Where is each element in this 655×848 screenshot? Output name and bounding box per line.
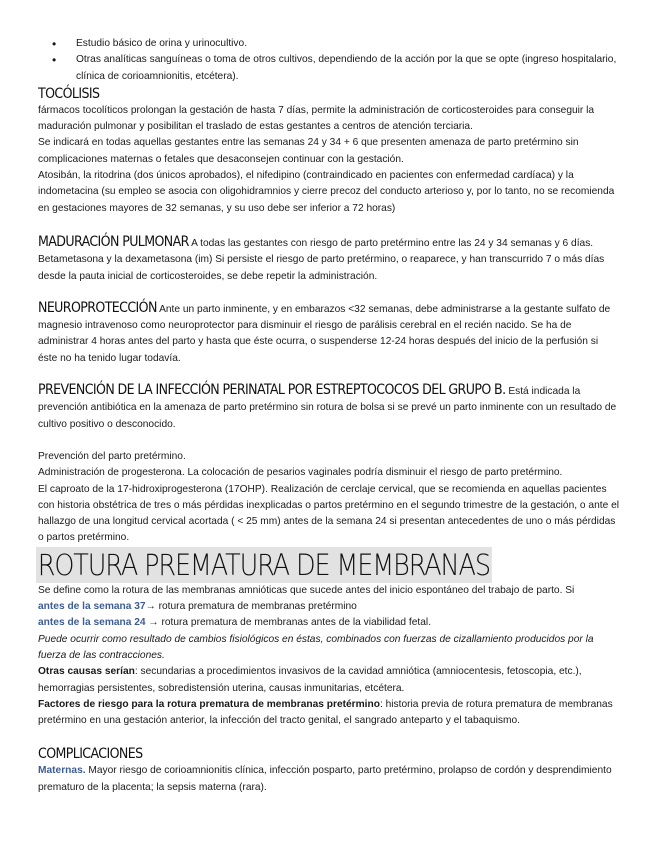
prevencion-parto-p2: El caproato de la 17-hidroxiprogesterona (17OHP). Realización de cerclaje cervical, que se recomienda en aquellas pacientes con historia obstétrica de tres o más pérdidas inexplicadas o partos pretérmino en el segundo trimestre de la gestación, o ante el hallazgo de una longitud cervical acortada ( < 25 mm) antes de la semana 24 si presentan antecedentes de uno o más pérdidas o partos pretérmino. [38, 483, 620, 544]
prevencion-parto-title: Prevención del parto pretérmino. [38, 450, 186, 462]
complicaciones-maternas: Maternas. Mayor riesgo de corioamnionitis clínica, infección posparto, parto pretérmino, prolapso de cordón y desprendimiento prematuro de la placenta; la sepsis materna (rara). [38, 765, 612, 793]
list-item: • Otras analíticas sanguíneas o toma de otros cultivos, dependiendo de la acción por la que se opte (ingreso hospitalario, clínica de corioamnionitis, etcétera). [52, 53, 617, 82]
maduracion-text: A todas las gestantes con riesgo de parto pretérmino entre las 24 y 34 semanas y 6 días. Betametasona y la dexametasona (im) Si persiste el riesgo de parto pretérmino, o reaparece, y han transcurrido 7 o más días desde la pauta inicial de corticosteroides, se debe repetir la administración. [38, 237, 605, 282]
heading-rotura: ROTURA PREMATURA DE MEMBRANAS [37, 547, 490, 582]
list-item: • Estudio básico de orina y urinocultivo. [52, 37, 248, 51]
arrow-right-icon: → [145, 617, 162, 629]
otras-label: Otras causas serían [38, 666, 135, 678]
rotura-factores: Factores de riesgo para la rotura prematura de membranas pretérmino: historia previa de rotura prematura de membranas pretérmino en una gestación anterior, la infección del tracto genital, el sangrado anteparto y el tabaquismo. [38, 698, 613, 727]
link-semana-37[interactable]: antes de la semana 37 [38, 601, 146, 613]
tocolisis-p3: Atosibán, la ritodrina (dos únicos aprobados), el nifedipino (contraindicado en pacientes con enfermedad cardíaca) y la indometacina (su empleo se asocia con oligohidramnios y cierre precoz del conducto arterioso y, por lo tanto, no se recomienda en gestaciones mayores de 32 semanas, y su uso debe ser inferior a 72 horas) [38, 170, 615, 214]
rotura-line1: antes de la semana 37→ rotura prematura de membranas pretérmino [38, 601, 357, 613]
document-page [38, 36, 620, 796]
prevencion-parto-p1: Administración de progesterona. La colocación de pesarios vaginales podría disminuir el riesgo de parto pretérmino. [38, 467, 563, 479]
arrow-right-icon: → [145, 601, 156, 613]
bullet-icon: • [52, 53, 57, 68]
tocolisis-p2: Se indicará en todas aquellas gestantes entre las semanas 24 y 34 + 6 que presenten amenaza de parto pretérmino sin complicaciones maternas o fetales que desaconsejen continuar con la gestación. [38, 137, 579, 165]
rotura-line2: antes de la semana 24 → rotura prematura de membranas antes de la viabilidad fetal. [38, 617, 432, 629]
heading-neuroproteccion: NEUROPROTECCIÓN [38, 299, 157, 316]
link-semana-24[interactable]: antes de la semana 24 [38, 617, 146, 629]
tocolisis-p1: fármacos tocolíticos prolongan la gestación de hasta 7 días, permite la administración de corticosteroides para conseguir la maduración pulmonar y posibilitan el traslado de estas gestantes a centros de atención terciaria. [38, 104, 595, 133]
factores-label: Factores de riesgo para la rotura prematura de membranas pretérmino [38, 698, 380, 710]
neuro-section [38, 299, 620, 367]
heading-complicaciones: COMPLICACIONES [38, 746, 143, 763]
bullet-icon: • [52, 37, 57, 51]
rotura-otras: Otras causas serían: secundarias a procedimientos invasivos de la cavidad amniótica (amniocentesis, fetoscopia, etc.), hemorragias persistentes, sobredistensión uterina, causas inmunitarias, etcétera. [38, 666, 582, 694]
neuro-text: Ante un parto inminente, y en embarazos <32 semanas, debe administrarse a la gestante sulfato de magnesio intravenoso como neuroprotector para disminuir el riesgo de parálisis cerebral en el recién nacido. Se ha de administrar 4 horas antes del parto y hasta que éste ocurra, o suspenderse 12-24 horas después del inicio de la perfusión si éste no ha tenido lugar todavía. [38, 303, 611, 364]
rotura-p1: Se define como la rotura de las membranas amnióticas que sucede antes del inicio espontáneo del trabajo de parto. Si [38, 584, 575, 596]
rotura-italic: Puede ocurrir como resultado de cambios fisiológicos en éstas, combinados con fuerzas de cizallamiento producidos por la fuerza de las contracciones. [38, 633, 594, 661]
heading-maduracion: MADURACIÓN PULMONAR [38, 233, 189, 250]
bullet-list [38, 36, 620, 85]
heading-tocolisis: TOCÓLISIS [38, 85, 100, 102]
prevencion-infeccion-section [38, 381, 620, 433]
maduracion-section [38, 233, 620, 285]
prevencion-infeccion-text: Está indicada la prevención antibiótica en la amenaza de parto pretérmino sin rotura de bolsa si se prevé un parto inminente con un resultado de cultivo positivo o desconocido. [38, 386, 617, 430]
heading-prevencion-infeccion: PREVENCIÓN DE LA INFECCIÓN PERINATAL POR ESTREPTOCOCOS DEL GRUPO B. [38, 382, 506, 399]
link-maternas[interactable]: Maternas. [38, 765, 86, 777]
